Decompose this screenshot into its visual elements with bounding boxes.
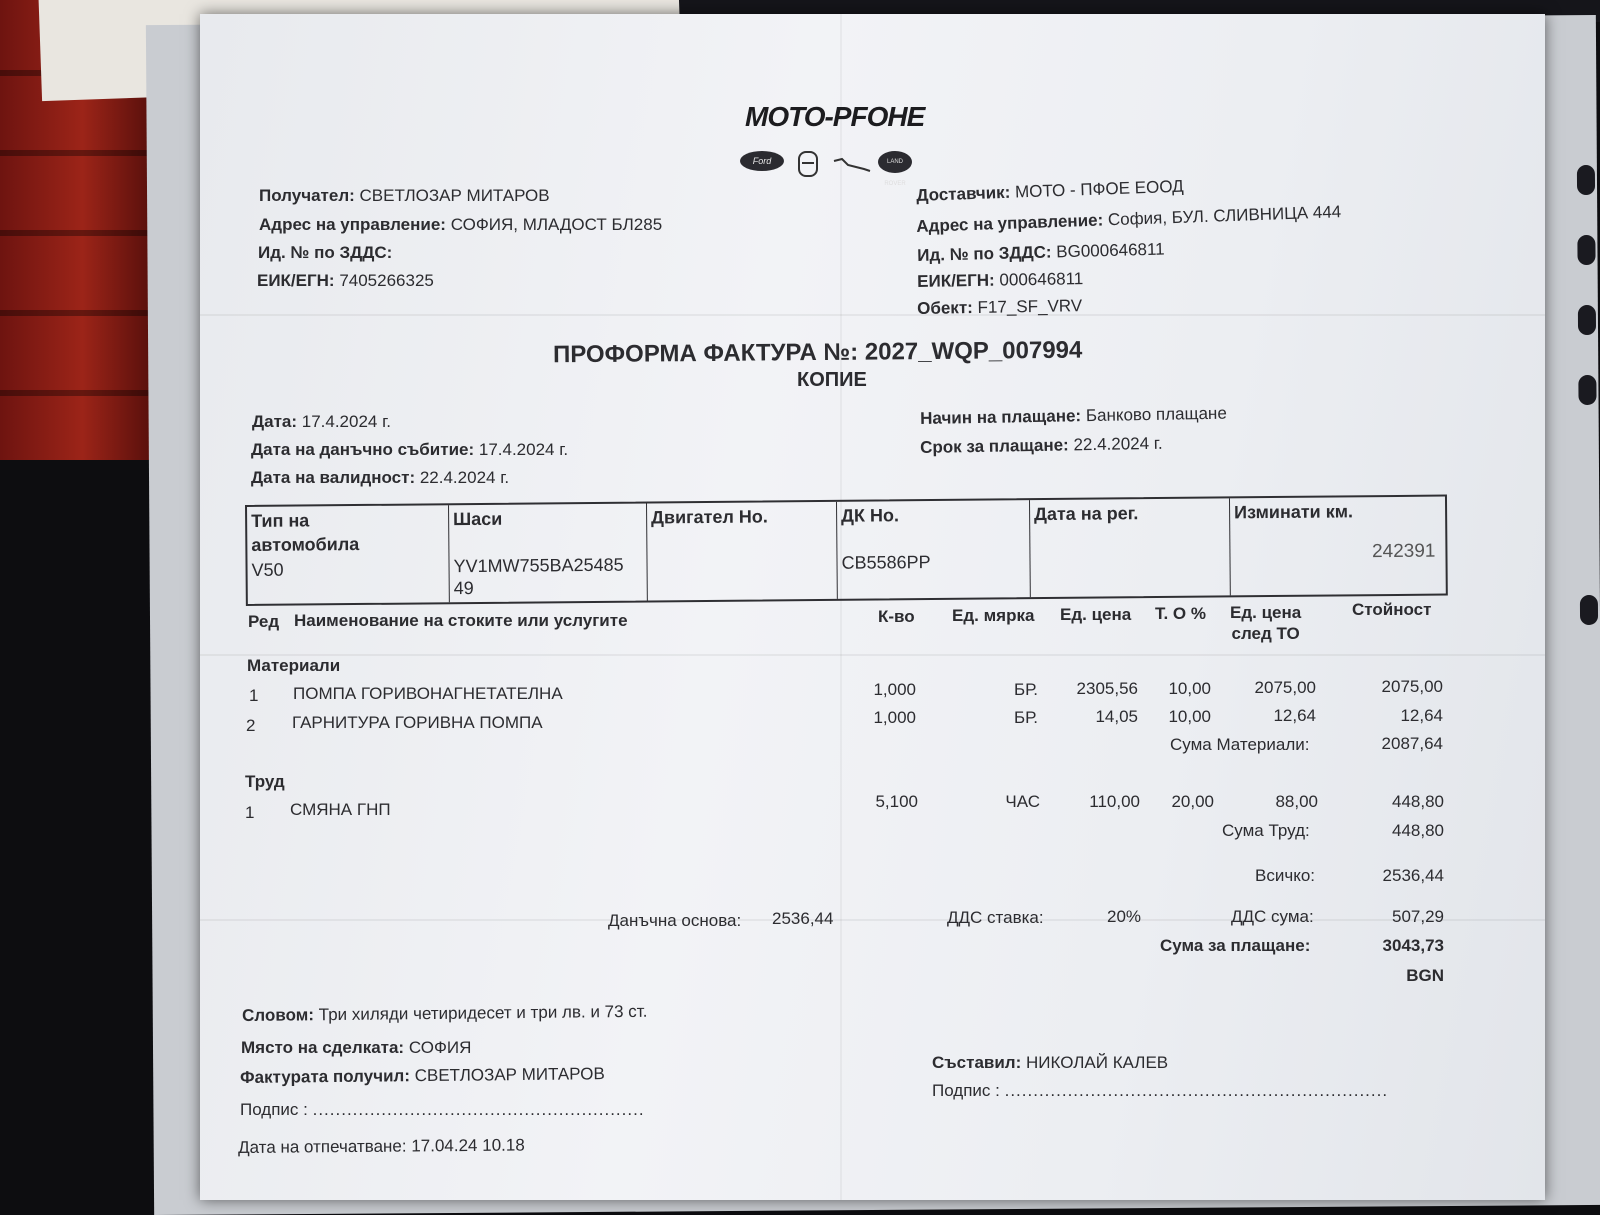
place-row	[241, 1038, 471, 1058]
col-qty-header: К-во	[878, 607, 915, 626]
item-qty: 1,000	[873, 680, 916, 699]
row-number: 1	[245, 803, 255, 822]
print-date-row	[238, 1135, 525, 1158]
total-all: 2536,44	[1382, 866, 1444, 885]
signature2-label: Подпис :	[932, 1081, 1000, 1100]
tax-event-value: 17.4.2024 г.	[478, 440, 569, 459]
jaguar-logo-icon	[832, 155, 872, 175]
signature-line: ..........................................................	[312, 1100, 645, 1119]
vehicle-table	[245, 495, 1448, 606]
currency: BGN	[1406, 966, 1444, 985]
words-value: Три хиляди четиридесет и три лв. и 73 ст.	[318, 1001, 648, 1025]
signature-label: Подпис :	[240, 1100, 308, 1119]
supplier-object-label: Обект:	[917, 298, 974, 318]
total-all-label: Всичко:	[1255, 866, 1315, 885]
item-price: 14,05	[1095, 707, 1138, 726]
item-name: ГАРНИТУРА ГОРИВНА ПОМПА	[292, 713, 543, 732]
supplier-eik-row	[917, 269, 1083, 292]
land-rover-logo-icon: LAND ROVER	[878, 151, 912, 173]
item-unit: ЧАС	[1005, 792, 1040, 811]
item-qty: 5,100	[875, 792, 918, 811]
vehicle-chassis-cell	[449, 503, 648, 602]
received-row	[240, 1064, 605, 1088]
supplier-address-label: Адрес на управление:	[916, 210, 1104, 236]
payable-amount: 3043,73	[1382, 936, 1444, 955]
vehicle-km-cell	[1230, 497, 1442, 596]
signature2-line: ...................................................................	[1004, 1081, 1389, 1100]
payment-term-value: 22.4.2024 г.	[1073, 433, 1163, 455]
col-discount-header: Т. О %	[1155, 604, 1206, 623]
supplier-name-row	[916, 177, 1184, 206]
payment-method-value: Банково плащане	[1085, 403, 1227, 426]
vehicle-plate-value: СВ5586РР	[841, 552, 931, 573]
supplier-address-row	[916, 202, 1342, 237]
materials-sum-label: Сума Материали:	[1170, 735, 1310, 754]
payment-term-label: Срок за плащане:	[920, 435, 1069, 457]
recipient-eik-label: ЕИК/ЕГН:	[257, 271, 335, 290]
item-price: 2305,56	[1076, 679, 1138, 698]
item-unit: БР.	[1013, 680, 1038, 699]
invoice-title: ПРОФОРМА ФАКТУРА №: 2027_WQP_007994	[552, 336, 1083, 369]
vehicle-km-value: 242391	[1371, 540, 1436, 563]
col-row-header: Ред	[248, 612, 280, 631]
print-date-label: Дата на отпечатване:	[238, 1136, 407, 1157]
validity-value: 22.4.2024 г.	[419, 468, 510, 487]
composed-label: Съставил:	[932, 1053, 1022, 1072]
item-value: 2075,00	[1381, 677, 1443, 696]
tax-base-label: Данъчна основа:	[608, 911, 742, 930]
vehicle-reg-cell	[1030, 498, 1231, 597]
item-name: ПОМПА ГОРИВОНАГНЕТАТЕЛНА	[293, 684, 563, 703]
tax-event-row	[251, 440, 568, 460]
row-number: 1	[249, 686, 259, 705]
item-unit: БР.	[1013, 708, 1038, 727]
vehicle-chassis-value: YV1MW755BA25485 49	[453, 554, 624, 599]
vehicle-type-header: Тип на автомобила	[251, 510, 360, 555]
recipient-vat-label: Ид. № по ЗДДС:	[258, 243, 393, 262]
payable-label: Сума за плащане:	[1160, 936, 1311, 955]
vehicle-type-value: V50	[251, 559, 284, 580]
print-date-value: 17.04.24 10.18	[411, 1135, 525, 1156]
recipient-address-label: Адрес на управление:	[259, 215, 446, 234]
item-discount: 20,00	[1171, 792, 1214, 811]
invoice-document	[200, 14, 1545, 1200]
supplier-eik-label: ЕИК/ЕГН:	[917, 270, 995, 291]
received-value: СВЕТЛОЗАР МИТАРОВ	[414, 1064, 605, 1086]
item-price-after: 88,00	[1275, 792, 1318, 811]
supplier-vat-row	[917, 240, 1165, 266]
materials-section-label: Материали	[247, 656, 341, 675]
supplier-vat-label: Ид. № по ЗДДС:	[917, 242, 1052, 265]
item-value: 12,64	[1400, 706, 1443, 725]
date-label: Дата:	[252, 412, 298, 431]
validity-row	[251, 468, 509, 488]
vehicle-plate-header: ДК Но.	[841, 505, 900, 526]
col-price-header: Ед. цена	[1060, 605, 1132, 624]
supplier-eik: 000646811	[999, 269, 1084, 290]
recipient-eik: 7405266325	[339, 271, 434, 290]
vat-sum-label: ДДС сума:	[1231, 907, 1314, 926]
supplier-address: София, БУЛ. СЛИВНИЦА 444	[1107, 202, 1342, 230]
supplier-object-row	[917, 296, 1082, 319]
item-discount: 10,00	[1168, 707, 1211, 726]
composed-value: НИКОЛАЙ КАЛЕВ	[1026, 1053, 1169, 1072]
tax-base: 2536,44	[772, 909, 834, 928]
item-discount: 10,00	[1168, 679, 1211, 698]
company-logo: MOTO-PFOHE	[745, 101, 925, 132]
words-label: Словом:	[242, 1005, 315, 1025]
labor-sum-label: Сума Труд:	[1222, 821, 1310, 840]
brand-logos	[740, 151, 920, 187]
payment-method-label: Начин на плащане:	[920, 406, 1082, 428]
item-price-after: 2075,00	[1254, 678, 1316, 697]
recipient-address: СОФИЯ, МЛАДОСТ БЛ285	[450, 215, 663, 234]
item-value: 448,80	[1392, 792, 1444, 811]
labor-sum: 448,80	[1392, 821, 1444, 840]
vehicle-reg-header: Дата на рег.	[1034, 503, 1139, 525]
payment-term-row	[920, 434, 1163, 458]
date-value: 17.4.2024 г.	[301, 412, 391, 431]
supplier-vat: BG000646811	[1056, 239, 1165, 262]
vehicle-type-cell	[247, 505, 450, 604]
payment-method-row	[920, 404, 1227, 429]
recipient-name-label: Получател:	[259, 186, 355, 205]
supplier-name-label: Доставчик:	[916, 182, 1011, 205]
supplier-name: МОТО - ПФОЕ ЕООД	[1014, 176, 1184, 202]
recipient-name-row	[259, 186, 550, 206]
vehicle-engine-header: Двигател Но.	[651, 506, 768, 528]
vehicle-engine-cell	[647, 502, 838, 601]
tax-event-label: Дата на данъчно събитие:	[251, 440, 475, 459]
ford-logo-icon: Ford	[740, 151, 784, 171]
date-row	[252, 412, 391, 432]
col-name-header: Наименование на стоките или услугите	[294, 611, 628, 630]
vehicle-chassis-header: Шаси	[453, 508, 503, 530]
volvo-logo-icon	[798, 151, 818, 177]
row-number: 2	[246, 716, 256, 735]
col-price-after-header: Ед. цена след ТО	[1230, 603, 1302, 643]
place-label: Място на сделката:	[241, 1038, 405, 1057]
item-qty: 1,000	[873, 708, 916, 727]
recipient-vat-row	[258, 243, 392, 263]
materials-sum: 2087,64	[1381, 734, 1443, 753]
vehicle-plate-cell	[837, 500, 1031, 599]
col-unit-header: Ед. мярка	[952, 606, 1035, 625]
place-value: СОФИЯ	[408, 1038, 472, 1057]
col-value-header: Стойност	[1352, 600, 1432, 619]
validity-label: Дата на валидност:	[251, 468, 416, 487]
vat-rate-label: ДДС ставка:	[947, 908, 1044, 927]
words-row	[242, 1002, 647, 1026]
labor-section-label: Труд	[245, 772, 285, 791]
recipient-name: СВЕТЛОЗАР МИТАРОВ	[359, 186, 550, 205]
recipient-eik-row	[257, 271, 434, 291]
vat-rate: 20%	[1107, 907, 1142, 926]
item-price-after: 12,64	[1273, 706, 1316, 725]
item-price: 110,00	[1089, 792, 1140, 811]
signature-row	[240, 1100, 645, 1120]
invoice-subtitle: КОПИЕ	[797, 369, 867, 391]
recipient-address-row	[259, 215, 662, 235]
signature2-row	[932, 1081, 1388, 1101]
vehicle-km-header: Изминати км.	[1234, 501, 1354, 523]
vat-sum: 507,29	[1392, 907, 1444, 926]
composed-row	[932, 1053, 1168, 1073]
received-label: Фактурата получил:	[240, 1066, 411, 1087]
item-name: СМЯНА ГНП	[290, 800, 391, 819]
supplier-object: F17_SF_VRV	[977, 296, 1083, 317]
